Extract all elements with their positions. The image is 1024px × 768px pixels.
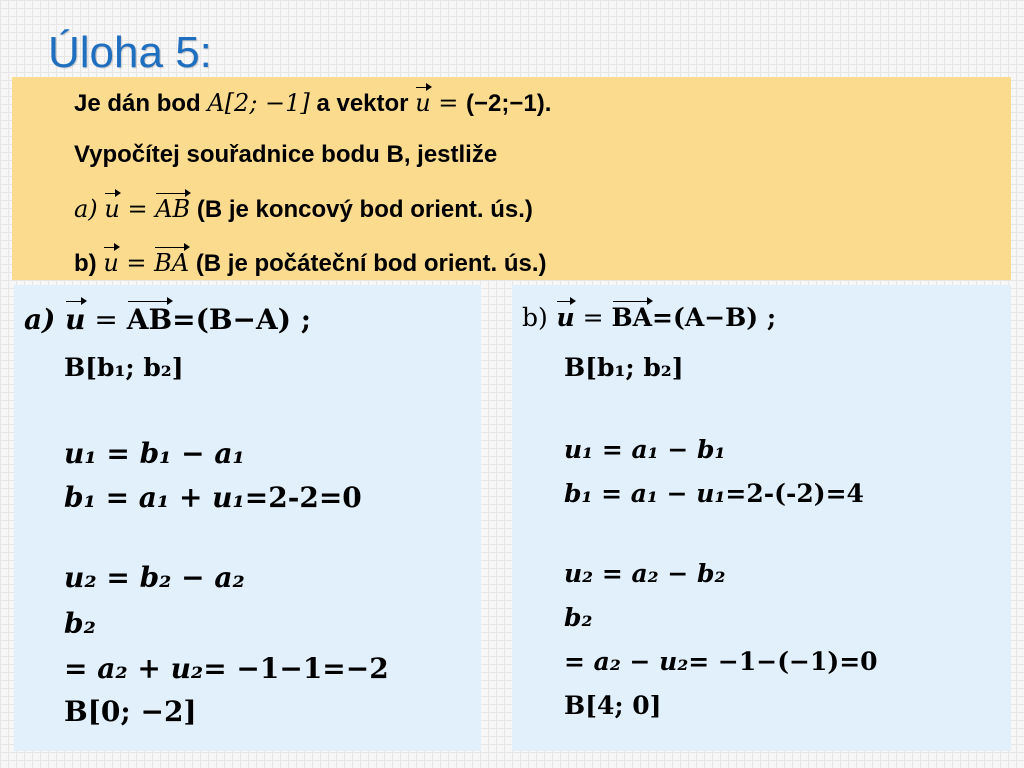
solution-a-panel [14,285,481,751]
solution-b-result: B[4; 0] [564,691,662,720]
solution-b-heading [522,303,776,332]
task-line-question: Vypočítej souřadnice bodu B, jestliže [74,141,498,168]
solution-a-vector: u [65,303,86,336]
case-a-vector: u [104,195,120,223]
solution-b-point: B[b₁; b₂] [564,353,684,382]
solution-a-eq5-rhs: = −1−1=−2 [203,652,389,685]
solution-a-heading [24,303,311,336]
solution-b-eq4: b₂ [564,603,593,632]
solution-b-eq2 [564,479,864,508]
solution-b-eq1: u₁ = a₁ − b₁ [564,435,726,464]
solution-b-heading-rest: =(A−B) ; [652,303,777,332]
solution-b-eq5-lhs: = a₂ − u₂ [564,647,689,676]
equals-sign: = [118,249,155,277]
given-text: Je dán bod [74,90,201,117]
solution-a-eq4: b₂ [64,607,96,640]
solution-b-eq5-rhs: = −1−(−1)=0 [688,647,878,676]
solution-a-eq2 [64,481,362,514]
solution-a-heading-rest: =(B−A) ; [172,303,312,336]
given-vector-coords: (−2;−1). [466,90,552,117]
solution-a-eq3: u₂ = b₂ − a₂ [64,561,245,594]
task-line-given [74,89,551,118]
solution-a-eq5-lhs: = a₂ + u₂ [64,652,204,685]
solution-b-target-vector: BA [611,303,653,332]
case-a-note: (B je koncový bod orient. ús.) [196,196,533,223]
equals-sign: = [85,303,127,336]
solution-a-eq1: u₁ = b₁ − a₁ [64,437,245,470]
solution-a-target-vector: AB [126,303,173,336]
given-text-2: a vektor [316,90,409,117]
case-b-vector: u [103,249,119,277]
solution-a-eq2-lhs: b₁ = a₁ + u₁ [64,481,245,514]
solution-a-result: B[0; −2] [64,695,197,728]
solution-b-panel [512,285,1011,751]
task-line-a [74,195,533,224]
solution-b-vector: u [556,303,575,332]
case-b-label: b) [74,250,97,277]
case-b-note: (B je počáteční bod orient. ús.) [195,250,547,277]
task-line-b [74,249,547,278]
given-point: A[2; −1] [207,89,310,117]
solution-a-point: B[b₁; b₂] [64,353,184,382]
case-a-label: a) [74,195,98,223]
equals-sign: = [119,195,156,223]
task-box [12,77,1011,280]
equals-sign: = [430,89,467,117]
case-a-target-vector: AB [155,195,191,223]
solution-b-label: b) [522,303,548,332]
solution-b-eq2-rhs: =2-(-2)=4 [725,479,864,508]
given-vector: u [415,89,431,117]
equals-sign: = [574,303,612,332]
solution-a-eq2-rhs: =2-2=0 [244,481,362,514]
solution-b-eq2-lhs: b₁ = a₁ − u₁ [564,479,726,508]
slide-title: Úloha 5: [48,28,212,77]
solution-b-eq5 [564,647,878,676]
case-b-target-vector: BA [154,249,190,277]
solution-a-label: a) [24,303,56,336]
solution-b-eq3: u₂ = a₂ − b₂ [564,559,726,588]
solution-a-eq5 [64,652,389,685]
